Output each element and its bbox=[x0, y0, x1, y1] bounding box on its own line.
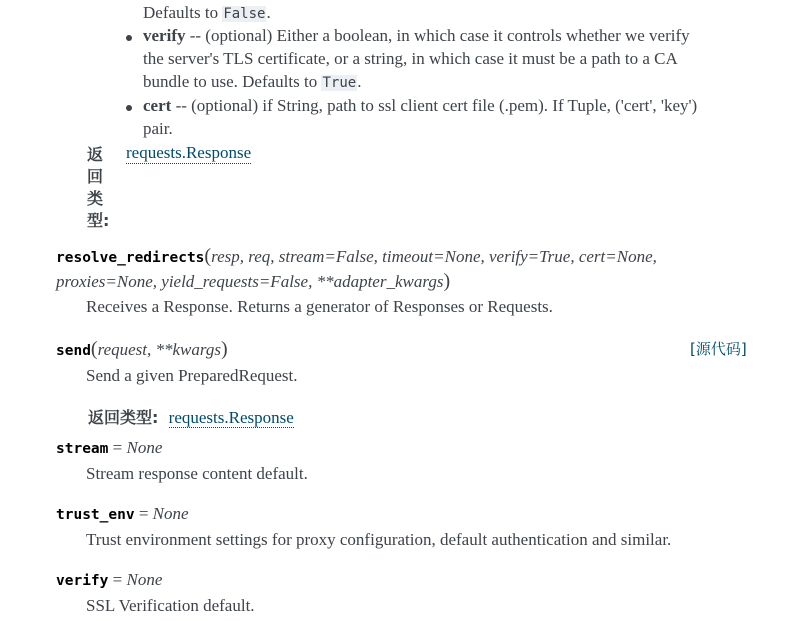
return-type-link[interactable]: requests.Response bbox=[126, 143, 252, 162]
bullet-dot bbox=[126, 35, 132, 41]
attribute-value: None bbox=[126, 438, 163, 457]
param-cert-line2: pair. bbox=[143, 119, 173, 138]
attribute-stream-description: Stream response content default. bbox=[86, 464, 308, 483]
return-type-label: 返回类型: bbox=[88, 408, 159, 427]
send-description: Send a given PreparedRequest. bbox=[86, 366, 298, 385]
default-value-code: False bbox=[223, 6, 266, 22]
attribute-value: None bbox=[152, 504, 189, 523]
attribute-name: verify bbox=[56, 573, 109, 589]
attribute-verify-signature: verify = None bbox=[56, 570, 163, 589]
param-verify-line3: bundle to use. Defaults to True. bbox=[143, 72, 362, 91]
send-return-type bbox=[88, 405, 294, 428]
attribute-stream-signature: stream = None bbox=[56, 438, 163, 457]
attribute-trust-env-signature: trust_env = None bbox=[56, 504, 189, 523]
return-type-label-char: 类 bbox=[87, 189, 104, 208]
param-verify-line2: the server's TLS certificate, or a string, in which case it must be a path to a CA bbox=[143, 49, 678, 68]
attribute-name: stream bbox=[56, 441, 109, 457]
method-args: resp, req, stream=False, timeout=None, verify=True, cert=None, bbox=[211, 247, 657, 266]
method-name: send bbox=[56, 343, 91, 359]
default-value-code: True bbox=[322, 75, 357, 91]
return-type-label-char: 返 bbox=[87, 145, 104, 164]
attribute-value: None bbox=[126, 570, 163, 589]
attribute-trust-env-description: Trust environment settings for proxy configuration, default authentication and similar. bbox=[86, 530, 672, 549]
param-verify-line1: verify -- (optional) Either a boolean, in which case it controls whether we verify bbox=[143, 26, 690, 45]
param-name: verify bbox=[143, 26, 186, 45]
attribute-verify-description: SSL Verification default. bbox=[86, 596, 255, 615]
send-signature: send(request, **kwargs) bbox=[56, 338, 228, 360]
resolve-redirects-signature-line2: proxies=None, yield_requests=False, **adapter_kwargs) bbox=[56, 270, 451, 292]
return-type-label-char: 型: bbox=[87, 211, 110, 230]
resolve-redirects-signature-line1: resolve_redirects(resp, req, stream=False, timeout=None, verify=True, cert=None, bbox=[56, 245, 657, 267]
param-cert-line1: cert -- (optional) if String, path to ssl client cert file (.pem). If Tuple, ('cert', 'key') bbox=[143, 96, 698, 115]
source-code-link[interactable]: [源代码] bbox=[690, 340, 747, 358]
attribute-name: trust_env bbox=[56, 507, 135, 523]
method-name: resolve_redirects bbox=[56, 250, 205, 266]
resolve-redirects-description: Receives a Response. Returns a generator of Responses or Requests. bbox=[86, 297, 553, 316]
bullet-dot bbox=[126, 105, 132, 111]
method-args: proxies=None, yield_requests=False, **adapter_kwargs bbox=[56, 272, 444, 291]
return-type-link[interactable]: requests.Response bbox=[168, 408, 294, 427]
param-name: cert bbox=[143, 96, 172, 115]
verify-defaults-line: Defaults to False. bbox=[143, 3, 271, 22]
return-type-label-char: 回 bbox=[87, 167, 104, 186]
method-args: request, **kwargs bbox=[97, 340, 221, 359]
